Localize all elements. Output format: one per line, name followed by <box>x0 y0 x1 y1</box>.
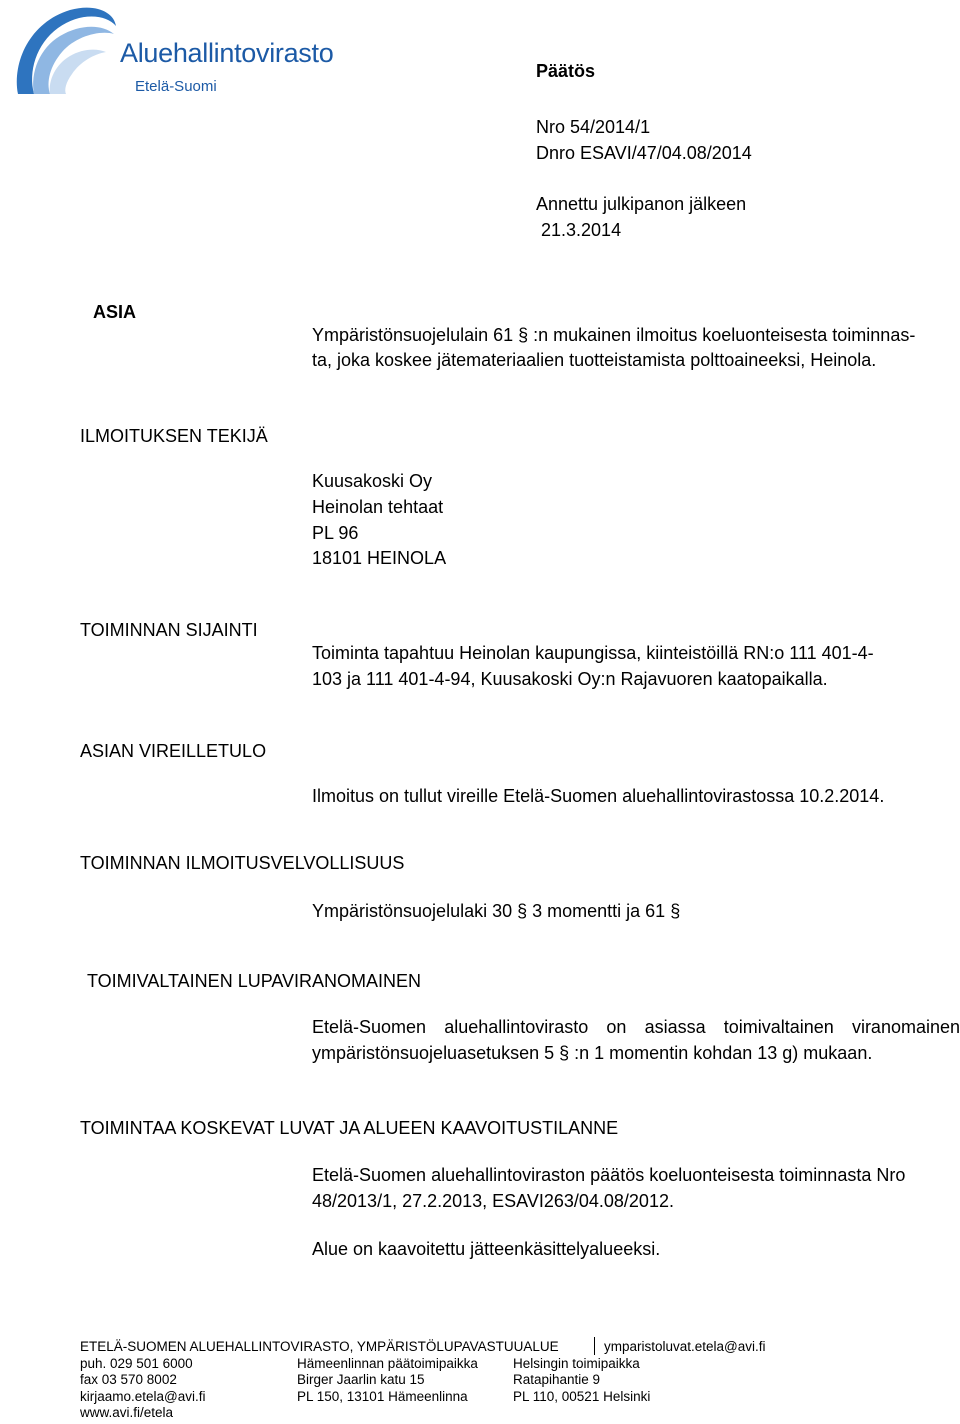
agency-logo <box>10 2 370 100</box>
footer-organization: ETELÄ-SUOMEN ALUEHALLINTOVIRASTO, YMPÄRISTÖLUPAVASTUUALUE <box>80 1339 559 1354</box>
footer-phone: puh. 029 501 6000 <box>80 1356 193 1371</box>
footer-registry-email[interactable]: kirjaamo.etela@avi.fi <box>80 1389 206 1404</box>
footer-helsinki-name: Helsingin toimipaikka <box>513 1356 640 1371</box>
section-heading-sijainti: TOIMINNAN SIJAINTI <box>80 620 258 640</box>
section-heading-luvat: TOIMINTAA KOSKEVAT LUVAT JA ALUEEN KAAVOITUSTILANNE <box>80 1118 619 1138</box>
footer-fax: fax 03 570 8002 <box>80 1372 177 1387</box>
footer-divider <box>594 1337 595 1355</box>
applicant-name: Kuusakoski Oy <box>312 471 433 491</box>
footer-hq-postal: PL 150, 13101 Hämeenlinna <box>297 1389 468 1404</box>
issued-date: 21.3.2014 <box>541 220 622 240</box>
footer-helsinki-postal: PL 110, 00521 Helsinki <box>513 1389 651 1404</box>
lupaviranomainen-text-line-2: ympäristönsuojeluasetuksen 5 § :n 1 momentin kohdan 13 g) mukaan. <box>312 1043 873 1063</box>
section-heading-vireilletulo: ASIAN VIREILLETULO <box>80 741 267 761</box>
applicant-postcode: 18101 HEINOLA <box>312 548 447 568</box>
luvat-text-line-1: Etelä-Suomen aluehallintoviraston päätös koeluonteisesta toiminnasta Nro <box>312 1165 906 1185</box>
footer-hq-street: Birger Jaarlin katu 15 <box>297 1372 425 1387</box>
section-heading-asia: ASIA <box>93 302 137 322</box>
footer-email-link[interactable]: ymparistoluvat.etela@avi.fi <box>604 1339 766 1354</box>
applicant-unit: Heinolan tehtaat <box>312 497 444 517</box>
footer-helsinki-street: Ratapihantie 9 <box>513 1372 601 1387</box>
section-heading-ilmoitusvelvollisuus: TOIMINNAN ILMOITUSVELVOLLISUUS <box>80 853 405 873</box>
logo-name: Aluehallintovirasto <box>120 38 334 68</box>
footer-hq-name: Hämeenlinnan päätoimipaikka <box>297 1356 478 1371</box>
record-number: Dnro ESAVI/47/04.08/2014 <box>536 143 752 163</box>
issued-label: Annettu julkipanon jälkeen <box>536 194 747 214</box>
applicant-po-box: PL 96 <box>312 523 359 543</box>
vireilletulo-text: Ilmoitus on tullut vireille Etelä-Suomen aluehallintovirastossa 10.2.2014. <box>312 786 885 806</box>
logo-region: Etelä-Suomi <box>135 78 217 95</box>
document-type: Päätös <box>536 61 596 81</box>
section-heading-tekija: ILMOITUKSEN TEKIJÄ <box>80 426 268 446</box>
decision-number: Nro 54/2014/1 <box>536 117 651 137</box>
ilmoitusvelvollisuus-text: Ympäristönsuojelulaki 30 § 3 momentti ja 61 § <box>312 901 681 921</box>
sijainti-text-line-1: Toiminta tapahtuu Heinolan kaupungissa, kiinteistöillä RN:o 111 401-4- <box>312 643 874 663</box>
section-heading-lupaviranomainen: TOIMIVALTAINEN LUPAVIRANOMAINEN <box>87 971 422 991</box>
luvat-text-line-2: 48/2013/1, 27.2.2013, ESAVI263/04.08/2012. <box>312 1191 674 1211</box>
lupaviranomainen-text-line-1: Etelä-Suomen aluehallintovirasto on asiassa toimivaltainen viranomainen <box>312 1017 960 1037</box>
sijainti-text-line-2: 103 ja 111 401-4-94, Kuusakoski Oy:n Rajavuoren kaatopaikalla. <box>312 669 828 689</box>
footer-website-link[interactable]: www.avi.fi/etela <box>80 1405 174 1420</box>
luvat-text-line-3: Alue on kaavoitettu jätteenkäsittelyalueeksi. <box>312 1239 661 1259</box>
asia-text-line-2: ta, joka koskee jätemateriaalien tuotteistamista polttoaineeksi, Heinola. <box>312 350 877 370</box>
asia-text-line-1: Ympäristönsuojelulain 61 § :n mukainen ilmoitus koeluonteisesta toiminnas- <box>312 325 916 345</box>
logo-swoosh-icon <box>10 2 120 100</box>
